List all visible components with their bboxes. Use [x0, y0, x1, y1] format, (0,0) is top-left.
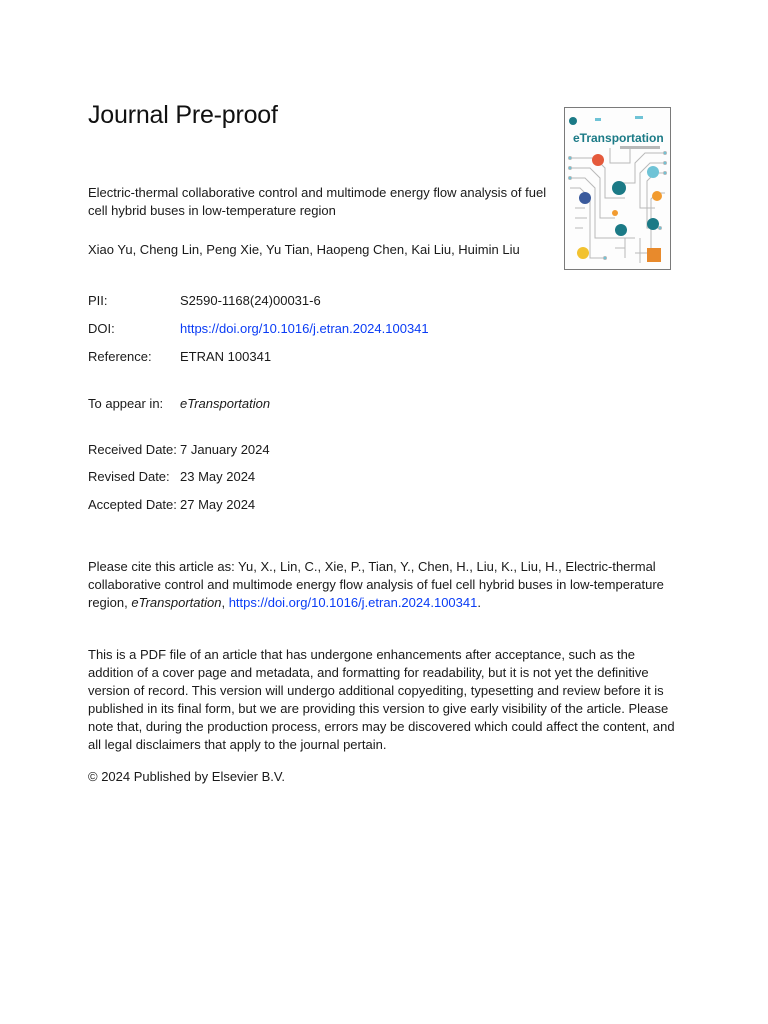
citation-paragraph: [88, 558, 668, 612]
citation-doi-link[interactable]: https://doi.org/10.1016/j.etran.2024.100341: [228, 595, 478, 610]
received-label: Received Date:: [88, 442, 177, 457]
accepted-label: Accepted Date:: [88, 497, 177, 512]
reference-label: Reference:: [88, 349, 152, 364]
citation-suffix: .: [477, 595, 481, 610]
appear-label: To appear in:: [88, 396, 164, 411]
accepted-value: 27 May 2024: [180, 497, 256, 512]
revised-label: Revised Date:: [88, 469, 170, 484]
circuit-cover-graphic: [565, 108, 670, 269]
pii-label: PII:: [88, 293, 108, 308]
cover-journal-name: eTransportation: [573, 131, 664, 145]
copyright-line: © 2024 Published by Elsevier B.V.: [88, 769, 285, 784]
revised-value: 23 May 2024: [180, 469, 256, 484]
citation-separator: ,: [221, 595, 229, 610]
author-list: Xiao Yu, Cheng Lin, Peng Xie, Yu Tian, Haopeng Chen, Kai Liu, Huimin Liu: [88, 242, 520, 257]
doi-label: DOI:: [88, 321, 115, 336]
citation-journal: eTransportation: [131, 595, 222, 610]
notice-paragraph: This is a PDF file of an article that has undergone enhancements after acceptance, such as the addition of a cover page and metadata, and formatting for readability, but it is not yet the definitive version of record. This version will undergo additional copyediting, typesetting and review before it is published in its final form, but we are providing this version to give early visibility of the article. Please note that, during the production process, errors may be discovered which could affect the content, and all legal disclaimers that apply to the journal pertain.: [88, 647, 675, 752]
page-title: Journal Pre-proof: [88, 101, 278, 129]
article-title: Electric-thermal collaborative control and multimode energy flow analysis of fuel cell hybrid buses in low-temperature region: [88, 185, 547, 218]
journal-cover-image: [564, 107, 671, 270]
pii-value: S2590-1168(24)00031-6: [180, 293, 321, 308]
reference-value: ETRAN 100341: [180, 349, 272, 364]
doi-link[interactable]: https://doi.org/10.1016/j.etran.2024.100341: [180, 321, 429, 336]
received-value: 7 January 2024: [180, 442, 270, 457]
appear-value: eTransportation: [180, 396, 271, 411]
citation-text: Please cite this article as: Yu, X., Lin, C., Xie, P., Tian, Y., Chen, H., Liu, K., Liu, H., Electric-thermal collaborative control and multimode energy flow analysis of fuel cell hybrid buses in low-temperature region,: [88, 559, 664, 610]
